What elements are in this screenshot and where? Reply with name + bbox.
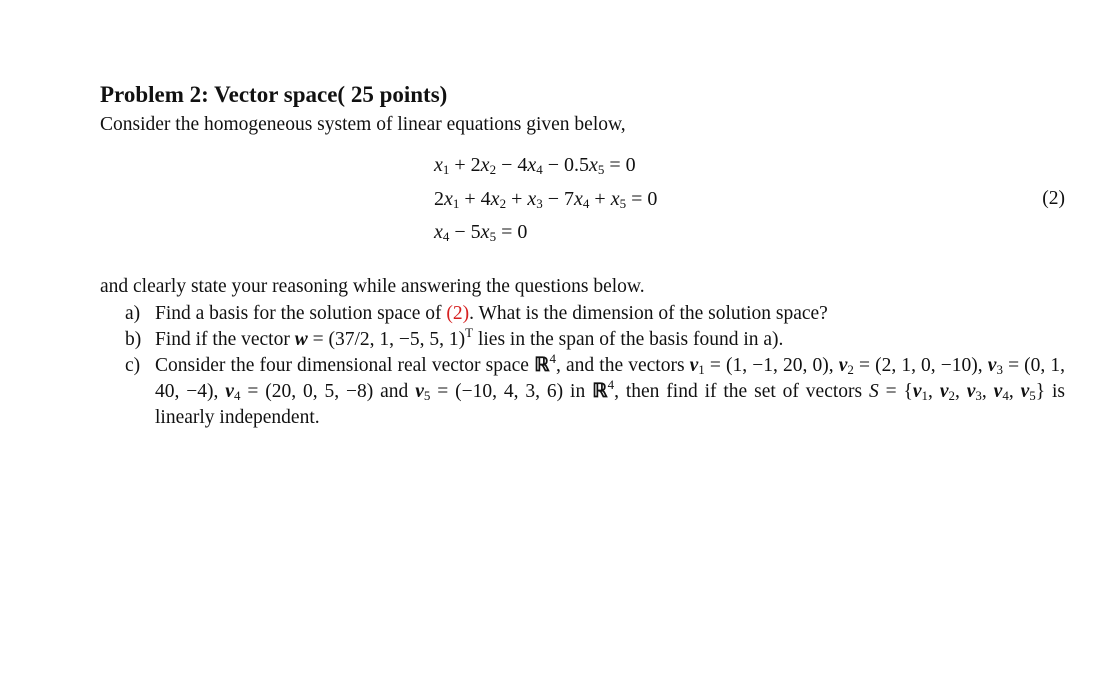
equation-term: $x_1$ + [434, 154, 471, 177]
problem-outro: and clearly state your reasoning while answering the questions below. [100, 276, 645, 297]
equation-system [100, 152, 1065, 252]
question-list [100, 301, 1065, 431]
variable-symbol: x [480, 154, 490, 176]
vector-subscript: 4 [233, 388, 241, 403]
problem-intro: Consider the homogeneous system of linear equations given below, [100, 114, 626, 135]
equation-term: $2x_2$ − [470, 154, 518, 177]
variable-symbol: x [480, 221, 490, 243]
real-space-symbol: ℝ [534, 355, 550, 376]
question-letter: a) [125, 303, 141, 324]
variable-subscript: 1 [442, 162, 450, 177]
question-c-text-4: , then find if the set of vectors [614, 381, 869, 402]
variable-subscript: 2 [489, 162, 497, 177]
question-c-text-5: is linearly independent. [155, 381, 1066, 428]
set-member-symbol: v [966, 381, 976, 402]
question-b-text-2: lies in the span of the basis found in a). [473, 329, 784, 350]
vector-w: w [294, 329, 308, 350]
vector-symbol: v [689, 355, 699, 376]
equation-reference-link[interactable]: (2) [446, 303, 470, 324]
real-space-symbol: ℝ [592, 381, 608, 402]
vector-w-value: = (37/2, 1, −5, 5, 1) [307, 329, 466, 350]
question-b [100, 327, 1065, 353]
variable-symbol: x [434, 221, 443, 243]
set-member-symbol: v [1020, 381, 1030, 402]
variable-symbol: x [527, 154, 537, 176]
equation-line-2 [434, 186, 657, 212]
equation-number: (2) [1042, 188, 1065, 209]
space-exponent: 4 [549, 351, 557, 366]
variable-symbol: x [574, 188, 583, 210]
set-close: } [1035, 381, 1046, 402]
variable-subscript: 4 [582, 196, 590, 211]
equation-term: $4x_4$ − [517, 154, 565, 177]
question-a [100, 301, 1065, 327]
question-c [100, 353, 1065, 431]
variable-symbol: x [589, 154, 598, 176]
set-member-subscript: 2 [948, 388, 955, 403]
variable-symbol: x [527, 188, 537, 210]
vector-definition: $v_1 = (1$, −1, 20, 0) [689, 355, 829, 377]
set-member-subscript: 5 [1029, 388, 1036, 403]
question-text [155, 353, 1065, 431]
vector-definition: $v_4 = (20$, 0, 5, −8) [225, 381, 374, 403]
equation-term: $4x_2$ + [480, 188, 528, 211]
set-open: = { [878, 381, 913, 402]
variable-subscript: 5 [619, 196, 627, 211]
question-letter: b) [125, 329, 142, 350]
equation-term: $5x_5 = 0$ [470, 221, 528, 244]
equation-term: $x_3$ − [527, 188, 565, 211]
vector-definition: $v_3 = (0$, 1, 40, −4) [155, 355, 1066, 402]
vector-subscript: 3 [996, 362, 1003, 377]
variable-subscript: 4 [442, 229, 450, 244]
question-a-text-1: Find a basis for the solution space of [155, 303, 447, 324]
vector-definition: $v_5 = (-10$, 4, 3, 6) [415, 381, 564, 403]
question-b-text-1: Find if the vector [155, 329, 295, 350]
equation-term: $x_4$ − [434, 221, 471, 244]
vector-definition: $v_2 = (2$, 1, 0, −10) [838, 355, 978, 377]
vector-symbol: v [838, 355, 848, 376]
set-member-subscript: 4 [1002, 388, 1009, 403]
variable-subscript: 3 [536, 196, 543, 211]
set-member-symbol: v [939, 381, 949, 402]
variable-symbol: x [434, 154, 443, 176]
question-letter: c) [125, 355, 141, 376]
question-text [155, 327, 1065, 353]
vector-subscript: 5 [423, 388, 431, 403]
variable-symbol: x [490, 188, 500, 210]
question-a-text-2: . What is the dimension of the solution space? [469, 303, 828, 324]
set-members: $v_1$, $v_2$, $v_3$, $v_4$, $v_5$ [912, 381, 1036, 403]
set-member-symbol: v [993, 381, 1003, 402]
set-member-subscript: 3 [975, 388, 982, 403]
variable-subscript: 4 [536, 162, 543, 177]
space-exponent: 4 [607, 377, 615, 392]
vector-subscript: 1 [698, 362, 705, 377]
variable-symbol: x [610, 188, 620, 210]
set-name: S [869, 381, 879, 402]
equation-line-1 [434, 152, 636, 178]
set-member-symbol: v [912, 381, 922, 402]
variable-subscript: 1 [452, 196, 460, 211]
transpose-marker: T [465, 325, 474, 340]
variable-subscript: 5 [489, 229, 497, 244]
equation-term: $x_5 = 0$ [610, 188, 658, 211]
question-c-text-3: in [563, 381, 593, 402]
question-c-text-2: , and the vectors [556, 355, 690, 376]
problem-document [100, 80, 1065, 431]
vector-subscript: 2 [847, 362, 854, 377]
variable-symbol: x [444, 188, 453, 210]
vector-symbol: v [225, 381, 234, 402]
equation-term: $0.5x_5 = 0$ [564, 154, 636, 177]
question-text [155, 301, 1065, 327]
vector-symbol: v [987, 355, 997, 376]
vector-list: $v_1 = (1$, −1, 20, 0), $v_2 = (2$, 1, 0, −10), $v_3 = (0$, 1, 40, −4), $v_4 = (20$, 0, 5, −8) and $v_5 = (-10$, 4, 3, 6) [155, 355, 1066, 403]
equation-term: $2x_1$ + [434, 188, 481, 211]
variable-subscript: 2 [499, 196, 507, 211]
equation-line-3 [434, 219, 527, 245]
variable-subscript: 5 [597, 162, 605, 177]
problem-title: Problem 2: Vector space( 25 points) [100, 82, 448, 107]
set-member-subscript: 1 [921, 388, 929, 403]
question-c-text-1: Consider the four dimensional real vector space [155, 355, 535, 376]
vector-symbol: v [415, 381, 424, 402]
equation-term: $7x_4$ + [564, 188, 611, 211]
